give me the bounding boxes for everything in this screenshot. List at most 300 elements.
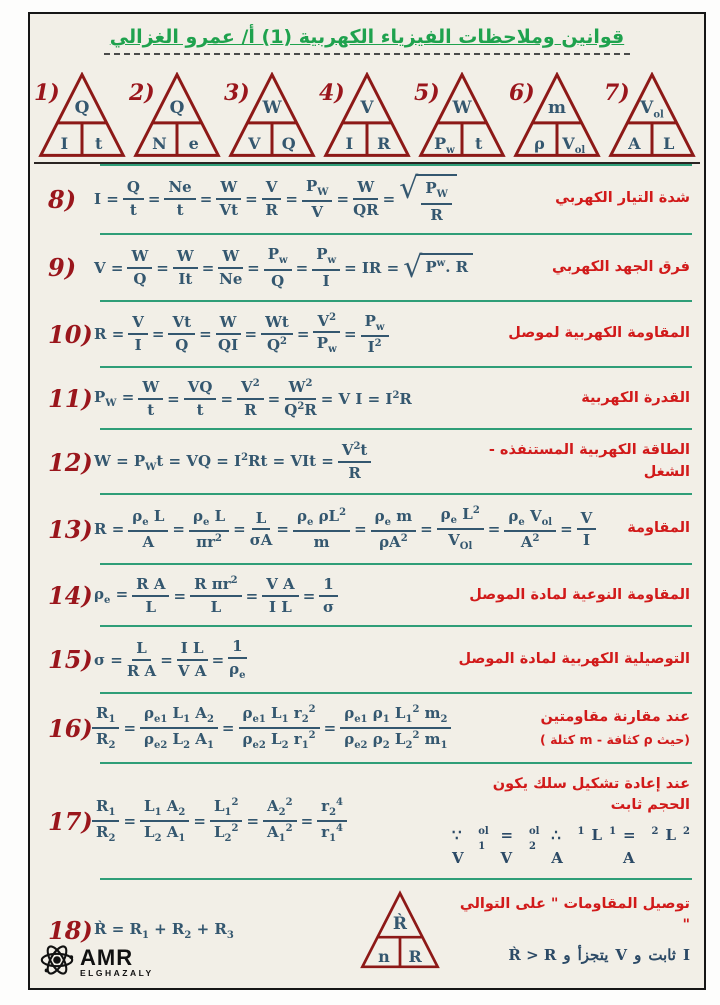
formula-term: =: [560, 520, 573, 539]
row-label: [450, 649, 696, 671]
fraction: [239, 704, 320, 753]
formula-term: =: [246, 812, 260, 831]
formula-term: $W = P_Wt$ = VQ = $I^2Rt$ = VIt =: [94, 451, 334, 473]
numerator: W: [216, 313, 241, 335]
triangle-left-term: ρ: [534, 134, 545, 153]
denominator: m: [313, 533, 330, 552]
fraction: [284, 378, 317, 420]
numerator: R A: [132, 575, 169, 597]
denominator: $\rho A^2$: [379, 533, 408, 552]
formula-row: [36, 764, 698, 881]
numerator: $W^2$: [285, 378, 317, 400]
formula-term: =: [244, 325, 258, 344]
numerator: W: [173, 247, 198, 269]
formula-term: R =: [94, 325, 125, 344]
numerator: 1: [319, 575, 337, 597]
triangle-top-term: W: [262, 98, 282, 118]
triangle-top-term: m: [548, 98, 566, 118]
mnemonic-triangle: [360, 890, 440, 970]
fraction: [184, 378, 217, 420]
denominator: A: [142, 533, 155, 552]
row-number: 10): [48, 319, 93, 349]
mnemonic-triangle: [414, 72, 506, 158]
row-number: 11): [48, 384, 93, 413]
row-number: 18): [48, 915, 93, 945]
row-number: 15): [48, 645, 93, 675]
denominator: $L_2^2$: [213, 823, 239, 845]
triangle-number: 4): [319, 80, 345, 106]
fraction: [312, 245, 340, 290]
fraction: [237, 378, 264, 420]
triangle-right-term: R: [408, 947, 422, 966]
formula-row: [36, 430, 698, 495]
mnemonic-triangle: [224, 72, 316, 158]
numerator: 1: [228, 637, 246, 659]
formula-term: =: [354, 520, 367, 539]
fraction: [164, 178, 195, 220]
mnemonic-triangle: [129, 72, 221, 158]
row-label: [532, 707, 696, 750]
denominator: σA: [249, 531, 273, 550]
row-number: 8): [48, 184, 77, 214]
fraction: [437, 505, 484, 554]
denominator: QI: [218, 336, 239, 355]
formula-row: [36, 565, 698, 628]
formula-term: =: [267, 389, 281, 408]
row-label-text: المقاومة: [627, 520, 690, 537]
fraction: [577, 509, 597, 551]
formula-term: =: [420, 520, 433, 539]
fraction: [173, 247, 198, 289]
formula-row: [36, 302, 698, 368]
numerator: Wt: [261, 313, 293, 335]
fraction: [128, 507, 168, 552]
note-part: يتجزأ: [577, 946, 609, 964]
fraction: [190, 575, 242, 617]
fraction: [262, 178, 282, 220]
fraction: [317, 797, 347, 846]
denominator: $\rho_{e2}$ $L_2$ $r_1^2$: [242, 730, 316, 751]
formula-term: =: [123, 812, 137, 831]
fraction: [264, 245, 292, 290]
row-label-text: توصيل المقاومات " على التوالي ": [459, 895, 690, 934]
denominator: $P_w$: [316, 334, 337, 356]
note-part: ثابت: [648, 946, 676, 964]
denominator: R: [430, 205, 443, 224]
numerator: Ne: [164, 178, 195, 200]
fraction: [216, 313, 241, 355]
denominator: $A_1^2$: [267, 823, 293, 845]
fraction: [353, 178, 379, 220]
numerator: Q: [123, 178, 144, 200]
formula-row: [36, 495, 698, 565]
fraction: [250, 509, 273, 551]
triangle-right-term: Q: [281, 134, 296, 153]
triangle-right-term: $V_{ol}$: [562, 134, 586, 157]
triangle-number: 7): [604, 80, 630, 106]
numerator: $L_1$ $A_2$: [140, 797, 189, 823]
radical-sign: √: [399, 171, 419, 206]
formula: [92, 704, 532, 753]
denominator: Q: [175, 336, 189, 355]
fraction: [189, 507, 229, 552]
formula-term: =: [323, 719, 337, 737]
denominator: R: [348, 464, 361, 482]
denominator: L: [145, 597, 157, 616]
formula-term: = V $I = I^2R$: [320, 389, 412, 408]
formula-term: =: [276, 520, 289, 539]
note-part: R̀ > R: [508, 946, 557, 964]
triangle-number: 2): [129, 80, 155, 106]
square-root: [399, 171, 457, 224]
row-label-text: المقاومة النوعية لمادة الموصل: [469, 586, 690, 603]
fraction: [177, 639, 208, 681]
formula: [92, 245, 544, 290]
denominator: $V_{Ol}$: [448, 531, 473, 553]
formula-row: [36, 694, 698, 764]
formula-term: =: [199, 325, 212, 344]
numerator: W: [127, 247, 152, 269]
triangle-left-term: $P_w$: [434, 134, 455, 157]
formula: [92, 505, 619, 554]
denominator: t: [196, 400, 204, 419]
fraction: [361, 312, 389, 357]
denominator: I L: [269, 597, 292, 616]
row-label: [444, 894, 696, 967]
fraction: [313, 312, 340, 357]
denominator: $R_2$: [96, 730, 116, 751]
formula-term: = IR =: [344, 258, 400, 277]
formula-term: =: [147, 190, 161, 209]
numerator: $\rho_e$ $\rho L^2$: [293, 507, 350, 533]
formula-row: [36, 164, 698, 235]
triangle-right-term: t: [475, 134, 483, 153]
note-part: I: [682, 946, 690, 964]
numerator: $R_1$: [92, 704, 119, 730]
formula: [92, 312, 500, 357]
row-label: [547, 188, 696, 210]
formula-rows: [30, 164, 704, 981]
fraction: [138, 378, 163, 420]
row-label-text: فرق الجهد الكهربي: [552, 259, 690, 275]
formula: [92, 575, 461, 617]
fraction: [132, 575, 169, 617]
numerator: $\rho_e$ L: [189, 507, 229, 533]
numerator: $\rho_e$ m: [371, 507, 416, 533]
triangle-number: 1): [34, 80, 60, 106]
triangle-top-term: V: [360, 98, 374, 118]
denominator: Q: [271, 271, 285, 290]
fraction: [263, 797, 297, 846]
row-number: 9): [48, 253, 77, 283]
fraction: [168, 313, 195, 355]
row-number: 17): [48, 806, 93, 836]
triangle-right-term: e: [188, 134, 199, 153]
triangle-left-term: A: [628, 134, 641, 153]
numerator: L: [252, 509, 271, 531]
formula-row: [36, 368, 698, 431]
numerator: $V^2$: [237, 378, 264, 400]
row-number: 13): [48, 514, 93, 544]
formula-term: =: [201, 258, 215, 277]
formula-term: =: [300, 812, 314, 831]
denominator: Q: [133, 269, 147, 288]
fraction: [210, 797, 242, 846]
numerator: L: [132, 639, 151, 661]
denominator: QR: [353, 201, 379, 220]
logo-name: AMR: [80, 944, 134, 970]
row-label: [544, 257, 696, 279]
fraction: [218, 247, 243, 289]
fraction: [262, 575, 299, 617]
row-label-text: عند إعادة تشكيل سلك يكون الحجم ثابت: [492, 775, 690, 814]
formula-term: =: [336, 190, 350, 209]
denominator: $Q^2R$: [284, 400, 317, 419]
denominator: R: [265, 201, 278, 220]
numerator: V: [262, 178, 282, 200]
fraction: [371, 507, 416, 552]
numerator: VQ: [184, 378, 217, 400]
fraction: [127, 639, 156, 681]
fraction: [92, 797, 119, 846]
note-part: و: [563, 946, 571, 964]
row-label: [444, 440, 696, 484]
formula-term: R̀ = $R_1 + R_2 + R_3$: [94, 919, 234, 941]
triangle-left-term: n: [378, 947, 390, 966]
numerator: W: [138, 378, 163, 400]
square-root: √ P w . R: [403, 253, 473, 283]
numerator: V: [577, 509, 597, 531]
mnemonic-triangle: [319, 72, 411, 158]
triangle-left-term: I: [60, 134, 69, 153]
formula-term: V =: [94, 258, 124, 277]
numerator: $P_W$: [421, 179, 452, 205]
row-label-text: الطاقة الكهربية المستنفذه - الشغل: [488, 442, 690, 480]
numerator: $P_w$: [312, 245, 340, 271]
formula: [92, 378, 573, 420]
numerator: V A: [262, 575, 299, 597]
formula-term: =: [193, 812, 206, 831]
formula: [92, 637, 450, 682]
numerator: $\rho_e$ $V_{ol}$: [504, 507, 556, 533]
formula-term: σ =: [94, 650, 123, 669]
atom-icon: [38, 941, 76, 983]
denominator: $\rho_e$: [229, 660, 246, 681]
denominator: R A: [126, 661, 157, 680]
radical-sign: √: [403, 249, 423, 285]
numerator: $V^2t$: [338, 441, 372, 463]
fraction: [319, 575, 337, 617]
row-label: [444, 774, 696, 870]
row-sublabel: (حيث ρ كثافة - m كتلة ): [540, 731, 690, 747]
denominator: L: [210, 597, 222, 616]
denominator: t: [176, 201, 184, 220]
formula-term: I =: [94, 190, 119, 209]
row-number: 16): [48, 713, 93, 743]
formula-term: =: [285, 190, 298, 209]
row-label: [500, 323, 696, 345]
numerator: $\rho_{e1}$ $L_1$ $r_2^2$: [239, 704, 320, 730]
logo-subname: ELGHAZALY: [80, 967, 154, 978]
numerator: $r_2^4$: [317, 797, 347, 823]
fraction: [216, 178, 241, 220]
mnemonic-triangle: [34, 72, 126, 158]
formula-term: =: [382, 190, 396, 209]
mnemonic-triangle: [604, 72, 696, 158]
numerator: $P_W$: [302, 177, 333, 203]
denominator: σ: [322, 597, 335, 616]
row-label-text: شدة التيار الكهربي: [555, 190, 690, 207]
formula: [92, 171, 547, 224]
formula-term: =: [233, 520, 246, 539]
numerator: $P_w$: [361, 312, 389, 338]
formula-term: $\rho_e$ =: [94, 585, 129, 606]
triangle-top-term: W: [452, 98, 472, 118]
formula-term: $P_W$ =: [94, 388, 135, 409]
triangle-right-term: L: [663, 134, 675, 153]
numerator: $A_2^2$: [263, 797, 297, 823]
title-wrap: [30, 26, 704, 70]
row-number: 14): [48, 581, 93, 610]
fraction: [421, 179, 452, 224]
row-label: [573, 388, 696, 410]
fraction: [140, 704, 218, 753]
formula: [92, 920, 356, 941]
numerator: $V^2$: [313, 312, 340, 334]
denominator: $R_2$: [96, 823, 116, 845]
row-label-text: التوصيلية الكهربية لمادة الموصل: [458, 651, 690, 667]
formula-term: =: [151, 325, 165, 344]
denominator: $\rho_{e2}$ $\rho_2$ $L_2^2$ $m_1$: [344, 730, 448, 751]
note-part: و: [634, 946, 642, 964]
row-label-text: عند مقارنة مقاومتين: [540, 708, 690, 725]
triangle-left-term: I: [345, 134, 354, 153]
numerator: $\rho_e$ $L^2$: [437, 505, 484, 531]
formula-term: =: [160, 650, 173, 669]
fraction: [340, 704, 451, 753]
numerator: W: [216, 178, 241, 200]
triangle-left-term: V: [248, 134, 261, 153]
numerator: $R_1$: [92, 797, 119, 823]
triangle-mnemonics-row: [30, 70, 704, 158]
formula-term: =: [245, 586, 259, 605]
denominator: R: [244, 400, 257, 419]
formula-term: =: [487, 520, 501, 539]
formula-term: =: [221, 719, 235, 737]
fraction: [140, 797, 189, 846]
formula-term: R =: [94, 520, 125, 539]
numerator: $\rho_{e1}$ $L_1$ $A_2$: [140, 704, 218, 730]
denominator: $\pi r^2$: [196, 533, 222, 552]
numerator: $\rho_{e1}$ $\rho_1$ $L_1^2$ $m_2$: [340, 704, 451, 730]
triangle-top-term: R̀: [392, 914, 408, 934]
formula-term: =: [245, 190, 258, 209]
numerator: V: [128, 313, 148, 335]
formula-term: =: [156, 258, 169, 277]
fraction: [293, 507, 350, 552]
triangle-top-term: Q: [169, 98, 185, 118]
denominator: V: [311, 203, 324, 221]
formula-term: =: [247, 258, 260, 277]
fraction: [302, 177, 333, 222]
triangle-number: 5): [414, 80, 440, 106]
denominator: $I^2$: [367, 338, 382, 356]
triangle-number: 3): [224, 80, 250, 106]
numerator: $L_1^2$: [210, 797, 242, 823]
denominator: $r_1^4$: [321, 823, 344, 845]
triangle-right-term: t: [95, 134, 103, 153]
numerator: R $\pi r^2$: [190, 575, 242, 597]
row-subformula: ∵ V ol 1 = V ol 2 ∴ A 1 L 1 = A 2 L 2: [452, 826, 690, 867]
formula-term: =: [296, 325, 310, 344]
formula-term: =: [172, 520, 185, 539]
formula-term: =: [220, 389, 234, 408]
triangle-top-term: $V_{ol}$: [640, 98, 664, 121]
formula-term: =: [167, 389, 180, 408]
fraction: [123, 178, 144, 220]
formula-term: =: [173, 586, 187, 605]
formula-term: =: [295, 258, 309, 277]
denominator: Vt: [219, 201, 239, 220]
denominator: $Q^2$: [266, 336, 287, 355]
denominator: It: [178, 269, 193, 288]
triangle-number: 6): [509, 80, 535, 106]
fraction: [92, 704, 119, 753]
fraction: [261, 313, 293, 355]
denominator: t: [129, 201, 137, 220]
numerator: I L: [177, 639, 208, 661]
fraction: [504, 507, 556, 552]
logo: [38, 941, 154, 983]
row-label: [461, 585, 696, 607]
formula: [92, 797, 444, 846]
fraction: [128, 313, 148, 355]
row-number: 12): [48, 447, 93, 477]
numerator: $\rho_e$ L: [128, 507, 168, 533]
denominator: I: [134, 336, 142, 355]
fraction: [127, 247, 152, 289]
denominator: $\rho_{e2}$ $L_2$ $A_1$: [144, 730, 214, 751]
row-note: [452, 944, 690, 967]
numerator: Vt: [168, 313, 195, 335]
formula-term: =: [211, 650, 225, 669]
fraction: [338, 441, 372, 483]
denominator: Ne: [219, 269, 243, 288]
formula-row: [36, 627, 698, 693]
formula-term: =: [344, 325, 357, 344]
note-part: V: [615, 946, 628, 964]
denominator: I: [582, 531, 590, 550]
row-label: [619, 518, 696, 540]
formula: [92, 441, 444, 483]
numerator: W: [353, 178, 378, 200]
formula-row: [36, 235, 698, 301]
formula-term: =: [199, 190, 213, 209]
denominator: V A: [177, 661, 207, 680]
triangle-top-term: Q: [74, 98, 90, 118]
numerator: $P_w$: [264, 245, 292, 271]
denominator: I: [322, 271, 330, 290]
triangle-left-term: N: [152, 134, 167, 153]
denominator: $L_2$ $A_1$: [144, 823, 186, 845]
mnemonic-triangle: [509, 72, 601, 158]
triangle-right-term: R: [377, 134, 391, 153]
page-title: قوانين وملاحظات الفيزياء الكهربية (1) أ/ عمرو الغزالي: [104, 26, 630, 55]
formula-term: =: [302, 586, 316, 605]
row-label-text: القدرة الكهربية: [581, 389, 690, 406]
denominator: t: [147, 400, 155, 419]
denominator: $A^2$: [520, 533, 540, 552]
